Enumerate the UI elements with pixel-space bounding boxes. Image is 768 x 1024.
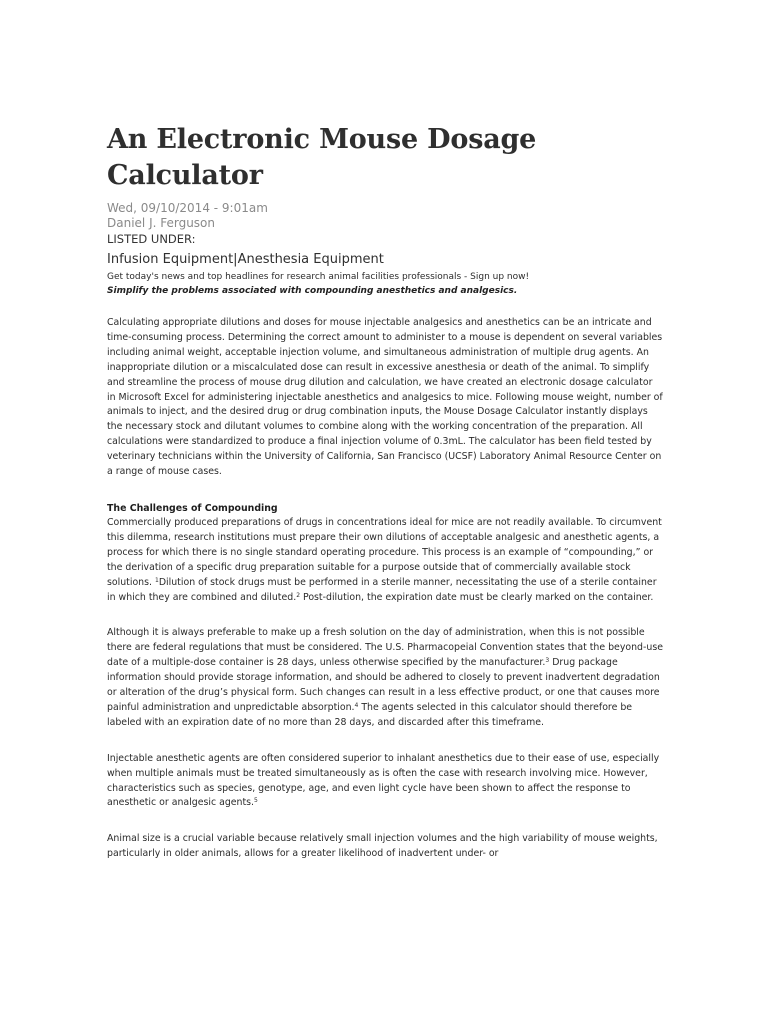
paragraph-text: Although it is always preferable to make up a fresh solution on the day of administration, when this is not possible there are federal regulations that must be considered. The U.S. Pharmacopeial Convention states that the beyond-use date of a multiple-dose container is 28 days, unless otherwise specified by the manufacturer. <box>107 627 663 669</box>
paragraph-text: Drug package information should provide storage information, and should be adhered to closely to prevent inadvertent degradation or alteration of the drug’s physical form. Such changes can result in a less effective product, or one that causes more painful administration and unpredictable absorption. <box>107 657 660 713</box>
paragraph-intro: Calculating appropriate dilutions and doses for mouse injectable analgesics and anesthetics can be an intricate and time-consuming process. Determining the correct amount to administer to a mouse is dependent on several variables including animal weight, acceptable injection volume, and simultaneous administration of multiple drug agents. An inappropriate dilution or a miscalculated dose can result in excessive anesthesia or death of the animal. To simplify and streamline the process of mouse drug dilution and calculation, we have created an electronic dosage calculator in Microsoft Excel for administering injectable anesthetics and analgesics to mice. Following mouse weight, number of animals to inject, and the desired drug or drug combination inputs, the Mouse Dosage Calculator instantly displays the necessary stock and dilutant volumes to combine along with the working concentration of the preparation. All calculations were standardized to produce a final injection volume of 0.3mL. The calculator has been field tested by veterinary technicians within the University of California, San Francisco (UCSF) Laboratory Animal Resource Center on a range of mouse cases. <box>107 317 663 478</box>
paragraph-text: Injectable anesthetic agents are often considered superior to inhalant anesthetics due to their ease of use, especially when multiple animals must be treated simultaneously as is often the case with research involving mice. However, characteristics such as species, genotype, age, and even light cycle have been shown to affect the response to anesthetic or analgesic agents. <box>107 752 660 809</box>
footnote-ref-1: 1 <box>154 576 159 584</box>
article <box>107 122 663 862</box>
section-heading-compounding: The Challenges of Compounding <box>107 502 278 514</box>
paragraph-animal-size: Animal size is a crucial variable because relatively small injection volumes and the high variability of mouse weights, particularly in older animals, allows for a greater likelihood of inadvertent under- or <box>107 833 658 860</box>
footnote-ref-5: 5 <box>254 797 258 805</box>
footnote-ref-3: 3 <box>545 657 550 665</box>
category-separator: | <box>233 252 238 267</box>
footnote-ref-4: 4 <box>354 701 359 709</box>
newsletter-promo <box>107 270 663 284</box>
newsletter-signup-link[interactable]: Get today's news and top headlines for research animal facilities professionals - Sign up now! <box>107 272 530 282</box>
author-name: Daniel J. Ferguson <box>107 216 216 230</box>
publish-date: Wed, 09/10/2014 - 9:01am <box>107 201 268 215</box>
article-subtitle: Simplify the problems associated with compounding anesthetics and analgesics. <box>107 286 518 296</box>
paragraph-text: Commercially produced preparations of drugs in concentrations ideal for mice are not readily available. To circumvent this dilemma, research institutions must prepare their own dilutions of acceptable analgesic and anesthetic agents, a process for which there is no single standard operating procedure. This process is an example of “compounding,” or the derivation of a specific drug preparation suitable for a purpose outside that of commercially available stock solutions. <box>107 516 662 588</box>
paragraph-text: Dilution of stock drugs must be performed in a sterile manner, necessitating the use of a sterile container in which they are combined and diluted. <box>107 576 657 603</box>
category-link-anesthesia-equipment[interactable]: Anesthesia Equipment <box>237 252 384 267</box>
paragraph-text: Post-dilution, the expiration date must be clearly marked on the container. <box>300 591 654 603</box>
article-title: An Electronic Mouse Dosage Calculator <box>107 124 537 191</box>
paragraph-compounding <box>107 516 663 605</box>
paragraph-expiration <box>107 626 663 730</box>
paragraph-injectable-agents <box>107 752 663 812</box>
footnote-ref-2: 2 <box>296 591 301 599</box>
paragraph-text: The agents selected in this calculator should therefore be labeled with an expiration date of no more than 28 days, and discarded after this timeframe. <box>107 701 633 728</box>
listed-under-label: LISTED UNDER: <box>107 232 196 246</box>
category-list <box>107 250 663 269</box>
category-link-infusion-equipment[interactable]: Infusion Equipment <box>107 252 234 267</box>
